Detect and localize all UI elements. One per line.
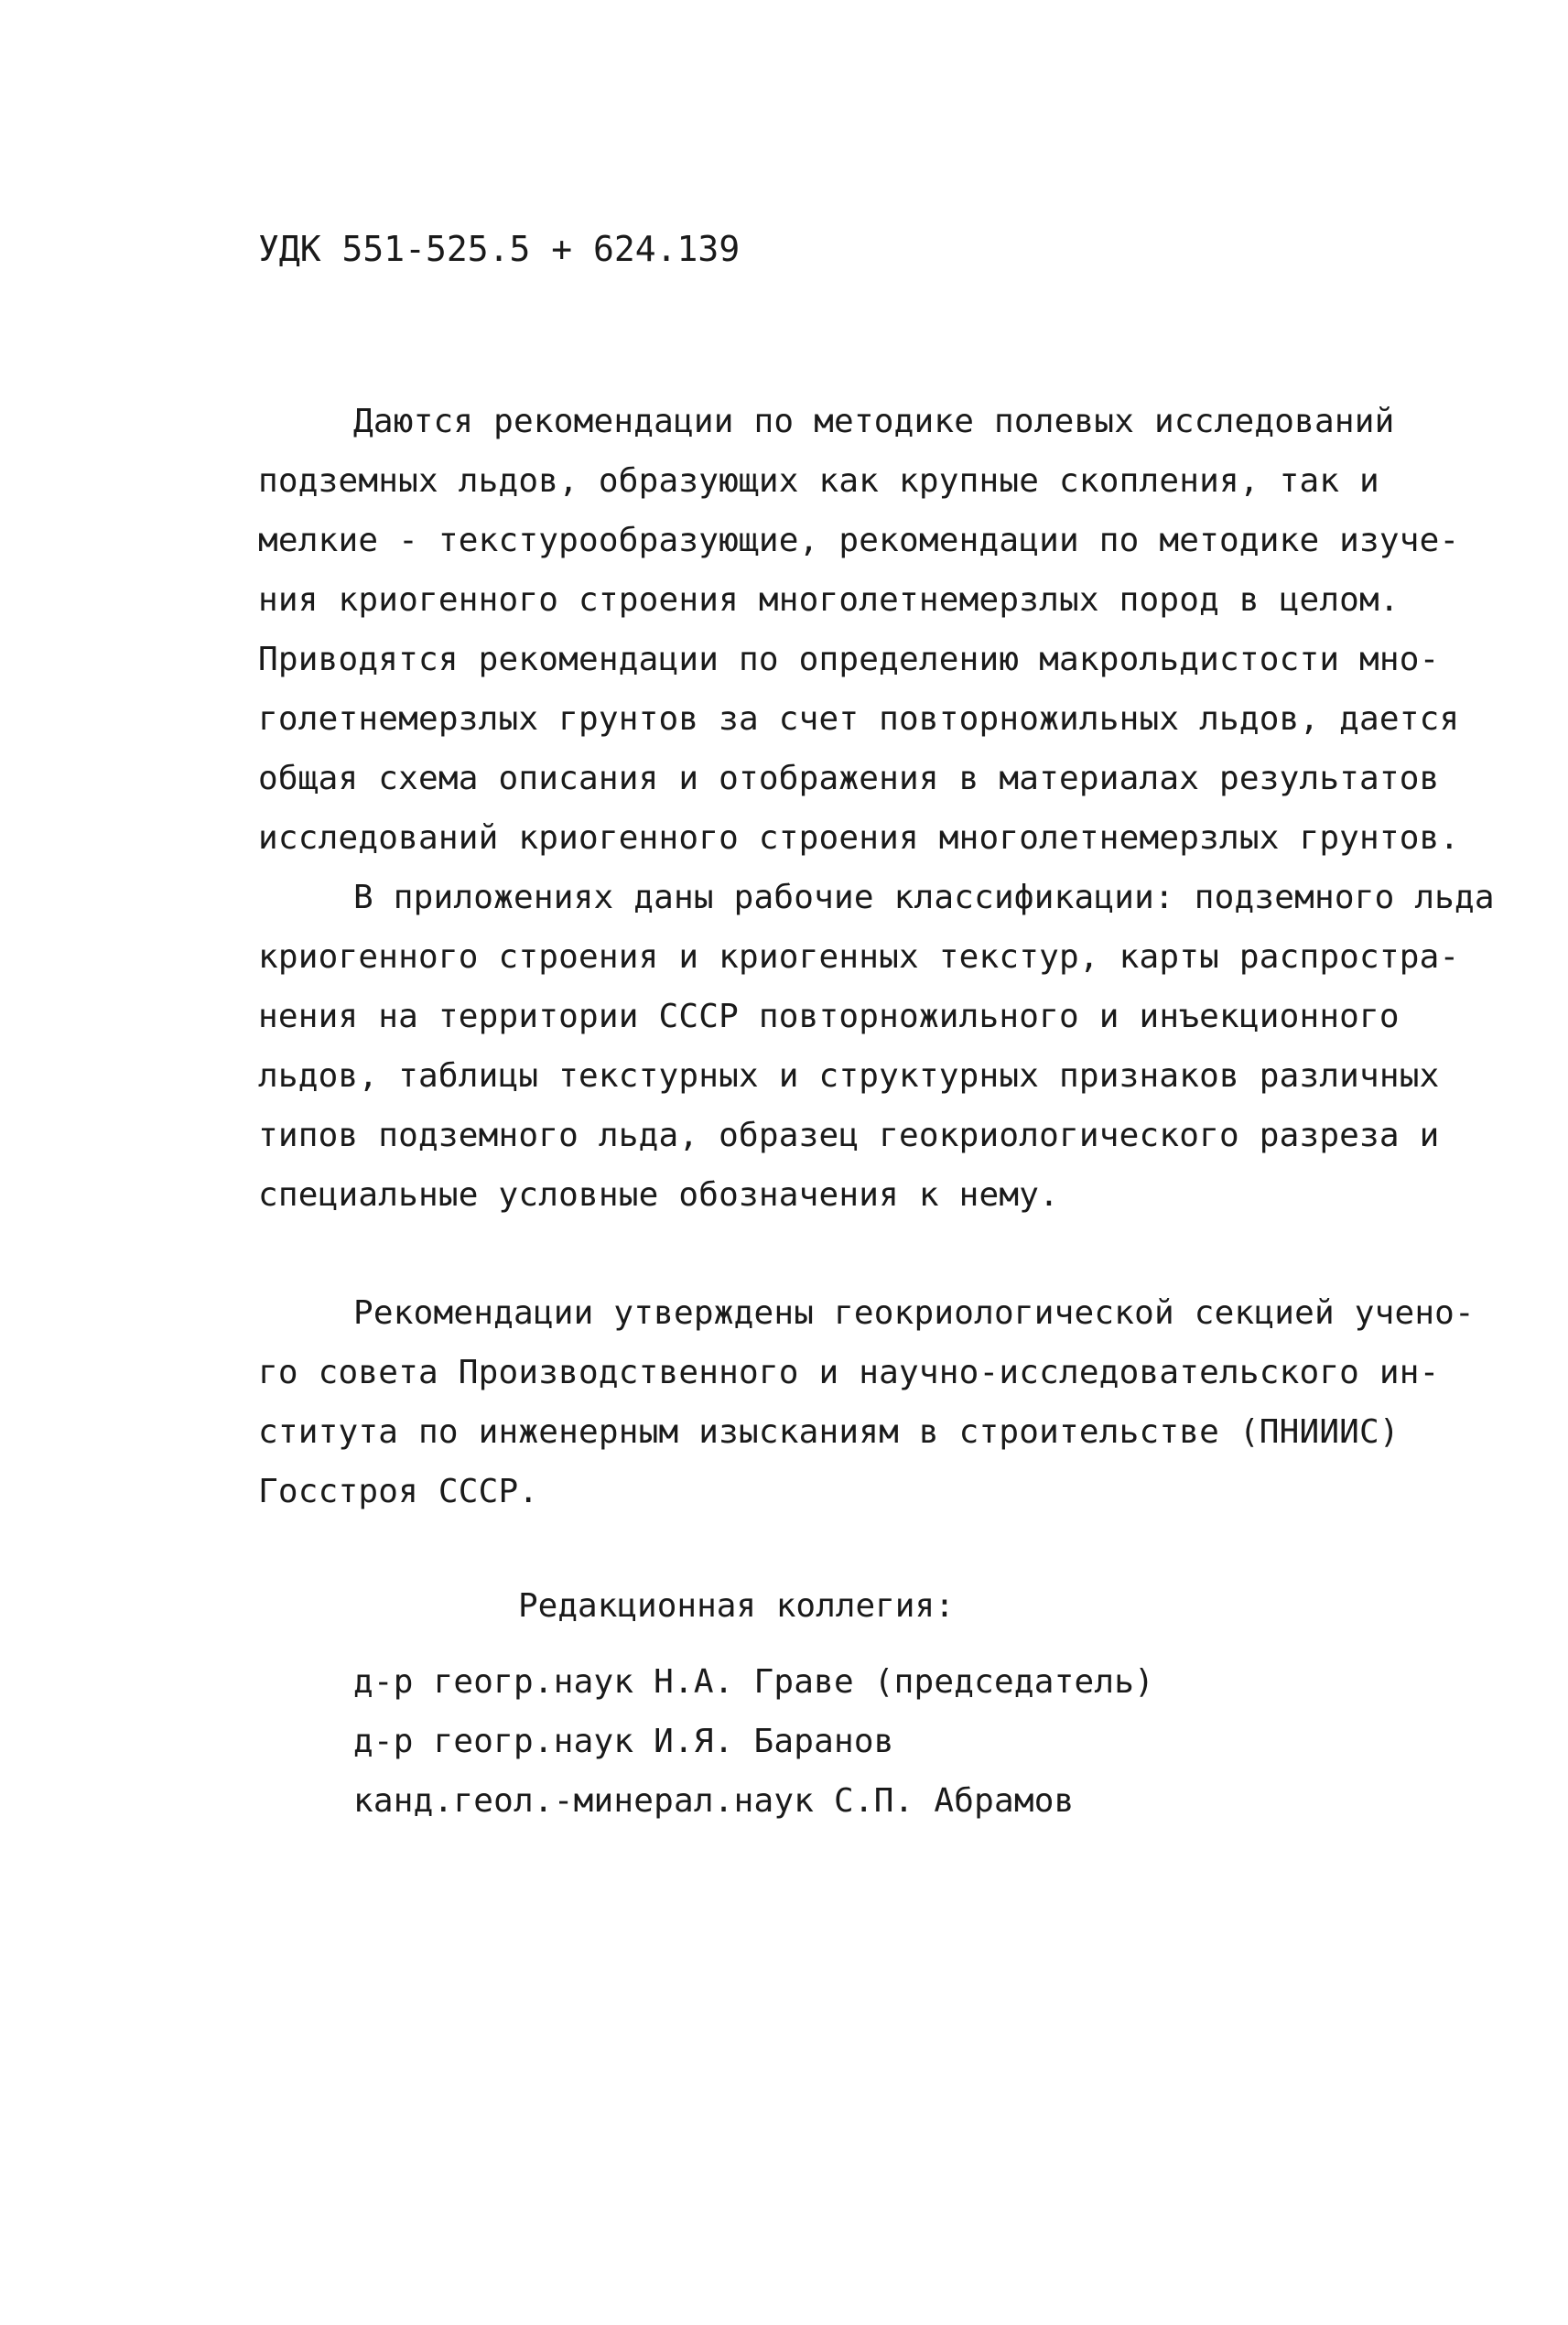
- abstract-line: подземных льдов, образующих как крупные скопления, так и: [258, 462, 1379, 500]
- appendix-line: криогенного строения и криогенных текстур, карты распростра-: [258, 938, 1460, 976]
- editorial-heading: Редакционная коллегия:: [518, 1587, 955, 1625]
- abstract-line: общая схема описания и отображения в материалах результатов: [258, 760, 1440, 797]
- appendix-line: специальные условные обозначения к нему.: [258, 1176, 1059, 1214]
- appendix-line: типов подземного льда, образец геокриологического разреза и: [258, 1117, 1440, 1154]
- editorial-member: канд.геол.-минерал.наук С.П. Абрамов: [353, 1782, 1075, 1820]
- abstract-line: мелкие - текстурообразующие, рекомендации по методике изуче-: [258, 522, 1460, 559]
- editorial-member: д-р геогр.наук Н.А. Граве (председатель): [353, 1663, 1154, 1701]
- udk-code: УДК 551-525.5 + 624.139: [258, 229, 741, 269]
- abstract-line: ния криогенного строения многолетнемерзлых пород в целом.: [258, 581, 1400, 619]
- abstract-line: исследований криогенного строения многолетнемерзлых грунтов.: [258, 819, 1460, 857]
- appendix-line: льдов, таблицы текстурных и структурных признаков различных: [258, 1057, 1440, 1095]
- abstract-line: Даются рекомендации по методике полевых исследований: [353, 403, 1395, 440]
- abstract-line: Приводятся рекомендации по определению макрольдистости мно-: [258, 641, 1440, 678]
- approval-line: го совета Производственного и научно-исследовательского ин-: [258, 1354, 1440, 1391]
- approval-line: ститута по инженерным изысканиям в строительстве (ПНИИИС): [258, 1413, 1400, 1451]
- appendix-line: нения на территории СССР повторножильного и инъекционного: [258, 998, 1400, 1035]
- appendix-line: В приложениях даны рабочие классификации: подземного льда: [353, 879, 1495, 916]
- approval-line: Госстроя СССР.: [258, 1473, 539, 1510]
- abstract-line: голетнемерзлых грунтов за счет повторножильных льдов, дается: [258, 700, 1460, 738]
- editorial-member: д-р геогр.наук И.Я. Баранов: [353, 1723, 894, 1760]
- approval-line: Рекомендации утверждены геокриологической секцией учено-: [353, 1294, 1475, 1332]
